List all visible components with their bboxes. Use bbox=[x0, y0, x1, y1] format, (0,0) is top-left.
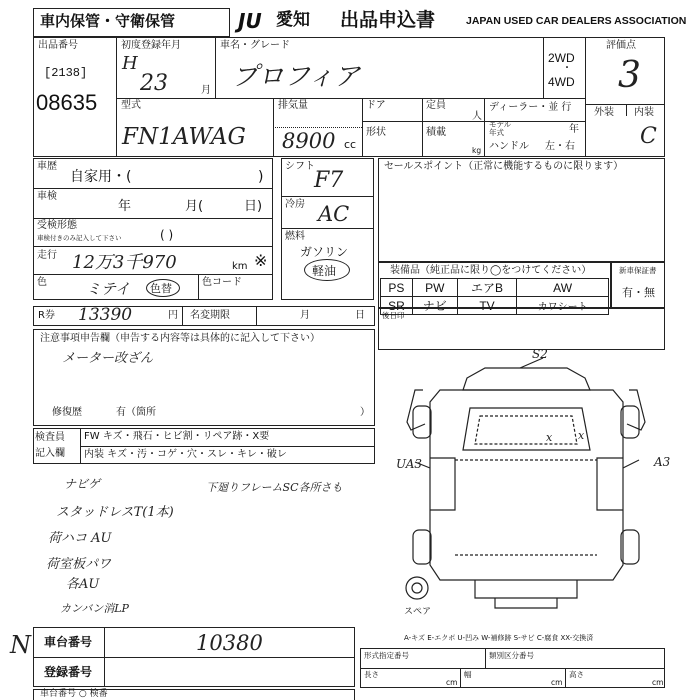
ext-label: 外装 bbox=[594, 107, 614, 118]
fuel-line2: 軽油 bbox=[312, 264, 337, 278]
drive-4wd: 4WD bbox=[548, 75, 575, 89]
chassis-mark: N bbox=[10, 631, 31, 659]
repair-close: ） bbox=[360, 407, 370, 418]
equip-sr: SR bbox=[381, 297, 413, 315]
sales-point-box bbox=[378, 158, 665, 262]
fuel-label: 燃料 bbox=[285, 231, 305, 242]
displacement-label: 排気量 bbox=[278, 100, 308, 111]
remark-2: 下廻りフレームSC各所さも bbox=[206, 481, 343, 494]
int-value: C bbox=[640, 124, 657, 149]
first-reg-year: 23 bbox=[140, 71, 168, 96]
ju-logo: JU bbox=[238, 9, 262, 33]
seller-sign-label: 後日印 bbox=[382, 311, 405, 320]
lot-number: 08635 bbox=[36, 90, 98, 115]
size-height: 高さ bbox=[569, 670, 584, 679]
inspector-label1: 検査員 bbox=[35, 432, 65, 443]
size-row1-b: 類別区分番号 bbox=[489, 651, 534, 660]
chassis-value: 10380 bbox=[196, 631, 263, 655]
fuel-circle bbox=[304, 259, 350, 281]
car-name-label: 車名・グレード bbox=[220, 40, 290, 51]
reception-label: 受検形態 bbox=[37, 220, 77, 231]
size-row1-a: 形式指定番号 bbox=[364, 651, 409, 660]
drive-2wd: 2WD bbox=[548, 51, 575, 65]
grade-value: 3 bbox=[618, 55, 641, 96]
recycle-value: 13390 bbox=[78, 305, 133, 325]
size-length: 長さ bbox=[364, 670, 379, 679]
lot-label: 出品番号 bbox=[38, 40, 78, 51]
mileage-unit: km bbox=[232, 261, 248, 272]
model-year-label: モデル年式 bbox=[489, 120, 512, 137]
handle-options: 左・右 bbox=[545, 141, 575, 152]
mileage-label: 走行 bbox=[37, 250, 57, 261]
damage-legend: A-キズ E-エクボ U-凹み W-補修跡 S-サビ C-腐食 XX-交換済 bbox=[404, 634, 594, 642]
grade-label: 評価点 bbox=[606, 40, 636, 51]
diagram-mark-2: x bbox=[578, 429, 585, 442]
equip-aw: AW bbox=[517, 279, 609, 297]
equip-airbag: エアB bbox=[457, 279, 516, 297]
inspection-month: 月( bbox=[185, 199, 204, 214]
shift-label: シフト bbox=[285, 161, 315, 172]
diagram-mark-1: x bbox=[546, 431, 553, 444]
remark-3: スタッドレスT(1本) bbox=[56, 505, 174, 520]
seller-sign-box bbox=[378, 308, 665, 350]
remark-5: 荷室板パワ bbox=[46, 557, 112, 572]
remark-1: ナビゲ bbox=[64, 477, 101, 491]
capacity-label: 定員 bbox=[426, 100, 446, 111]
diagram-left-note: UA3 bbox=[396, 457, 423, 471]
model-label: 型式 bbox=[121, 100, 141, 111]
size-width-unit: cm bbox=[551, 678, 563, 687]
remark-7: カンバン消LP bbox=[60, 602, 129, 615]
model-year-unit: 年 bbox=[569, 124, 579, 135]
color-label: 色 bbox=[37, 277, 47, 288]
int-label: 内装 bbox=[634, 107, 654, 118]
size-length-unit: cm bbox=[446, 678, 458, 687]
org-name: 愛知 bbox=[276, 10, 310, 30]
equip-ps: PS bbox=[381, 279, 413, 297]
color-code-label: 色コード bbox=[202, 277, 242, 288]
inspection-year: 年 bbox=[118, 199, 132, 214]
equip-navi: ナビ bbox=[412, 297, 457, 315]
first-reg-month-unit: 月 bbox=[201, 85, 211, 96]
storage-label: 車内保管・守衛保管 bbox=[40, 12, 176, 30]
chassis-label: 車台番号 bbox=[44, 635, 93, 649]
load-unit: kg bbox=[472, 146, 482, 155]
history-close: ) bbox=[258, 169, 264, 185]
vehicle-diagram bbox=[385, 347, 667, 620]
registration-label: 登録番号 bbox=[44, 665, 93, 679]
name-change-day: 日 bbox=[355, 310, 365, 321]
notes-label: 注意事項申告欄（申告する内容等は具体的に記入して下さい） bbox=[40, 333, 320, 344]
notes-entry: メーター改ざん bbox=[62, 351, 154, 366]
history-value: 自家用・( bbox=[70, 169, 132, 185]
first-reg-label: 初度登録年月 bbox=[121, 40, 181, 51]
name-change-month: 月 bbox=[300, 310, 310, 321]
color-value: ミテイ bbox=[86, 280, 130, 298]
form-title: 出品申込書 bbox=[340, 9, 436, 31]
assoc-name: JAPAN USED CAR DEALERS ASSOCIATION bbox=[466, 15, 687, 27]
size-height-unit: cm bbox=[652, 678, 664, 687]
name-change-label: 名変期限 bbox=[190, 310, 230, 321]
doors-label: ドア bbox=[366, 100, 386, 111]
size-width: 幅 bbox=[464, 670, 472, 679]
recycle-unit: 円 bbox=[168, 310, 178, 321]
displacement-value: 8900 bbox=[282, 129, 336, 153]
repair-value: 有（箇所 bbox=[116, 407, 156, 418]
inspection-day: 日) bbox=[244, 199, 263, 214]
mileage-mark: ※ bbox=[254, 251, 268, 270]
equip-leather: カワシート bbox=[517, 297, 609, 315]
spare-label: スペア bbox=[404, 607, 432, 617]
equip-tv: TV bbox=[457, 297, 516, 315]
history-label: 車歴 bbox=[37, 161, 57, 172]
reception-note: 車検付きのみ記入して下さい bbox=[37, 234, 122, 242]
inspection-label: 車検 bbox=[37, 191, 57, 202]
shift-value: F7 bbox=[314, 168, 344, 193]
new-warranty-label: 新車保証書 bbox=[619, 266, 657, 275]
remark-4: 荷ハコ AU bbox=[48, 531, 112, 546]
inspector-label2: 記入欄 bbox=[35, 448, 65, 459]
body-label: 形状 bbox=[366, 127, 386, 138]
diagram-right-note: A3 bbox=[654, 455, 671, 469]
displacement-unit: cc bbox=[344, 138, 357, 151]
handle-label: ハンドル bbox=[489, 141, 529, 152]
fuel-line1: ガソリン bbox=[300, 245, 349, 259]
car-name-value: プロフィア bbox=[232, 62, 360, 92]
reception-paren: ( ) bbox=[160, 228, 174, 242]
model-value: FN1AWAG bbox=[122, 124, 246, 150]
dealer-label: ディーラー・並 行 bbox=[489, 102, 572, 113]
capacity-unit: 人 bbox=[472, 111, 482, 122]
repair-label: 修復歴 bbox=[52, 407, 82, 418]
remark-6: 各AU bbox=[66, 577, 100, 592]
lot-sub: [2138] bbox=[44, 66, 88, 80]
sales-point-label: セールスポイント（正常に機能するものに限ります） bbox=[384, 161, 624, 172]
equip-pw: PW bbox=[412, 279, 457, 297]
aircon-value: AC bbox=[318, 202, 350, 226]
load-label: 積載 bbox=[426, 127, 446, 138]
first-reg-era: H bbox=[122, 53, 138, 74]
recycle-label: R券 bbox=[38, 310, 55, 321]
mileage-value: 12万3千970 bbox=[72, 252, 177, 273]
drive-dot: ・ bbox=[562, 63, 572, 74]
inspector-int-row: 内装 キズ・汚・コゲ・穴・スレ・キレ・破レ bbox=[84, 449, 287, 460]
aircon-label: 冷房 bbox=[285, 199, 305, 210]
inspector-fw-row: FW キズ・飛石・ヒビ割・リペア跡・X要 bbox=[84, 431, 270, 442]
diagram-top-note: S2 bbox=[532, 347, 548, 361]
equipment-label: 装備品（純正品に限り◯をつけてください） bbox=[390, 265, 592, 276]
bottom-row-text: 車台番号 ○ 検番 bbox=[40, 689, 108, 699]
new-warranty-options: 有・無 bbox=[622, 286, 655, 299]
color-stamp: 色替 bbox=[150, 282, 172, 295]
